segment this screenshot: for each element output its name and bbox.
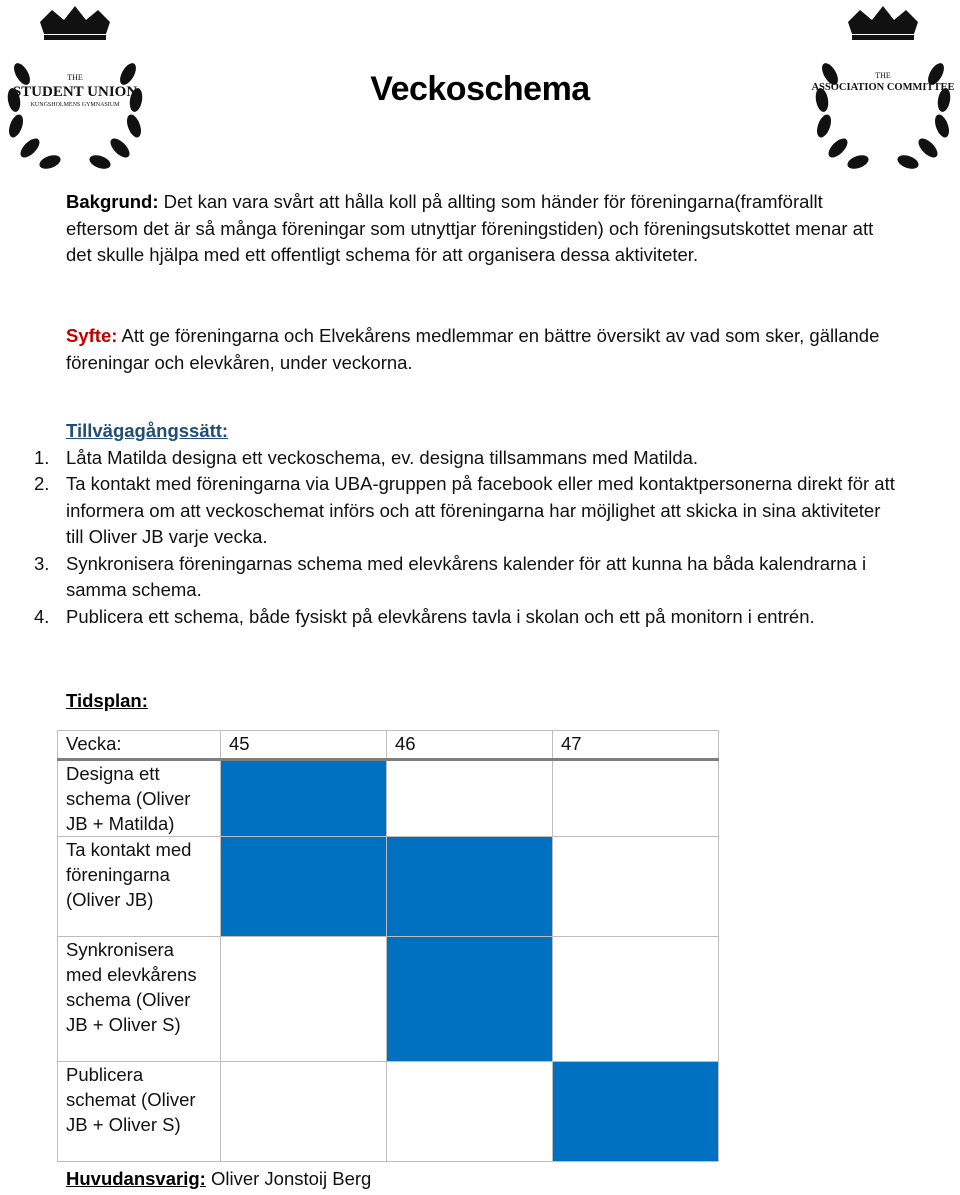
gantt-cell-active xyxy=(221,760,387,837)
method-section xyxy=(34,418,902,630)
background-text: Det kan vara svårt att hålla koll på allting som händer för föreningarna(framförallt eftersom det är så många föreningar som utnyttjar föreningstiden) och föreningsutskottet menar att det skulle hjälpa med ett offentligt schema för att organisera dessa aktiviteter. xyxy=(66,191,874,265)
table-row xyxy=(58,760,719,837)
gantt-cell-active xyxy=(387,837,553,937)
logo-right-line2: ASSOCIATION COMMITTEE xyxy=(811,82,955,93)
table-header-row xyxy=(58,731,719,760)
task-cell: Publicera schemat (Oliver JB + Oliver S) xyxy=(58,1062,221,1162)
method-step xyxy=(0,604,902,631)
logo-right-line1: THE xyxy=(875,71,891,80)
logo-left-line1: THE xyxy=(67,73,83,82)
method-step xyxy=(0,551,902,604)
timeline-heading: Tidsplan: xyxy=(66,690,148,711)
purpose-text: Att ge föreningarna och Elvekårens medlemmar en bättre översikt av vad som sker, gällande föreningar och elevkåren, under veckorna. xyxy=(66,325,880,373)
responsible-name: Oliver Jonstoij Berg xyxy=(210,1168,372,1189)
step-text: Låta Matilda designa ett veckoschema, ev. designa tillsammans med Matilda. xyxy=(66,446,699,468)
gantt-cell-active xyxy=(553,1062,719,1162)
step-number: 3. xyxy=(34,552,50,574)
method-steps xyxy=(34,445,902,631)
timeline-table xyxy=(57,730,719,1162)
step-number: 2. xyxy=(34,473,50,494)
background-label: Bakgrund: xyxy=(66,191,159,212)
gantt-cell xyxy=(553,760,719,837)
gantt-cell xyxy=(387,1062,553,1162)
gantt-cell xyxy=(221,1062,387,1162)
gantt-cell xyxy=(553,937,719,1062)
task-cell: Designa ett schema (Oliver JB + Matilda) xyxy=(58,760,221,837)
gantt-cell-active xyxy=(387,937,553,1062)
step-text: Synkronisera föreningarnas schema med elevkårens kalender för att kunna ha båda kalendrarna i samma schema. xyxy=(66,552,867,600)
step-text: Publicera ett schema, både fysiskt på elevkårens tavla i skolan och ett på monitorn i entrén. xyxy=(66,605,815,627)
method-step xyxy=(0,471,902,551)
gantt-cell xyxy=(221,937,387,1062)
task-cell: Ta kontakt med föreningarna (Oliver JB) xyxy=(58,837,221,937)
purpose-section xyxy=(66,323,896,376)
gantt-cell-active xyxy=(221,837,387,937)
responsible-line xyxy=(66,1168,371,1190)
step-text: Ta kontakt med föreningarna via UBA-gruppen på facebook eller med kontaktpersonerna direkt för att informera om att veckoschemat införs och att föreningarna har möjlighet att skicka in sina aktiviteter till Oliver JB varje vecka. xyxy=(66,473,895,547)
gantt-cell xyxy=(387,760,553,837)
gantt-cell xyxy=(553,837,719,937)
responsible-label: Huvudansvarig: xyxy=(66,1168,206,1189)
background-section xyxy=(66,189,896,269)
table-row xyxy=(58,937,719,1062)
step-number: 1. xyxy=(34,446,50,468)
step-number: 4. xyxy=(34,605,50,627)
logo-left-line3: KUNGSHOLMENS GYMNASIUM xyxy=(30,102,120,108)
purpose-label: Syfte: xyxy=(66,325,118,346)
logo-left-line2: STUDENT UNION xyxy=(12,84,138,100)
table-row xyxy=(58,837,719,937)
week-cell: 47 xyxy=(553,731,719,760)
table-row xyxy=(58,1062,719,1162)
week-cell: 46 xyxy=(387,731,553,760)
week-cell: 45 xyxy=(221,731,387,760)
week-label-cell: Vecka: xyxy=(58,731,221,760)
method-step xyxy=(0,445,902,472)
task-cell: Synkronisera med elevkårens schema (Oliver JB + Oliver S) xyxy=(58,937,221,1062)
page-title: Veckoschema xyxy=(370,70,590,108)
method-heading: Tillvägagångssätt: xyxy=(66,420,229,441)
